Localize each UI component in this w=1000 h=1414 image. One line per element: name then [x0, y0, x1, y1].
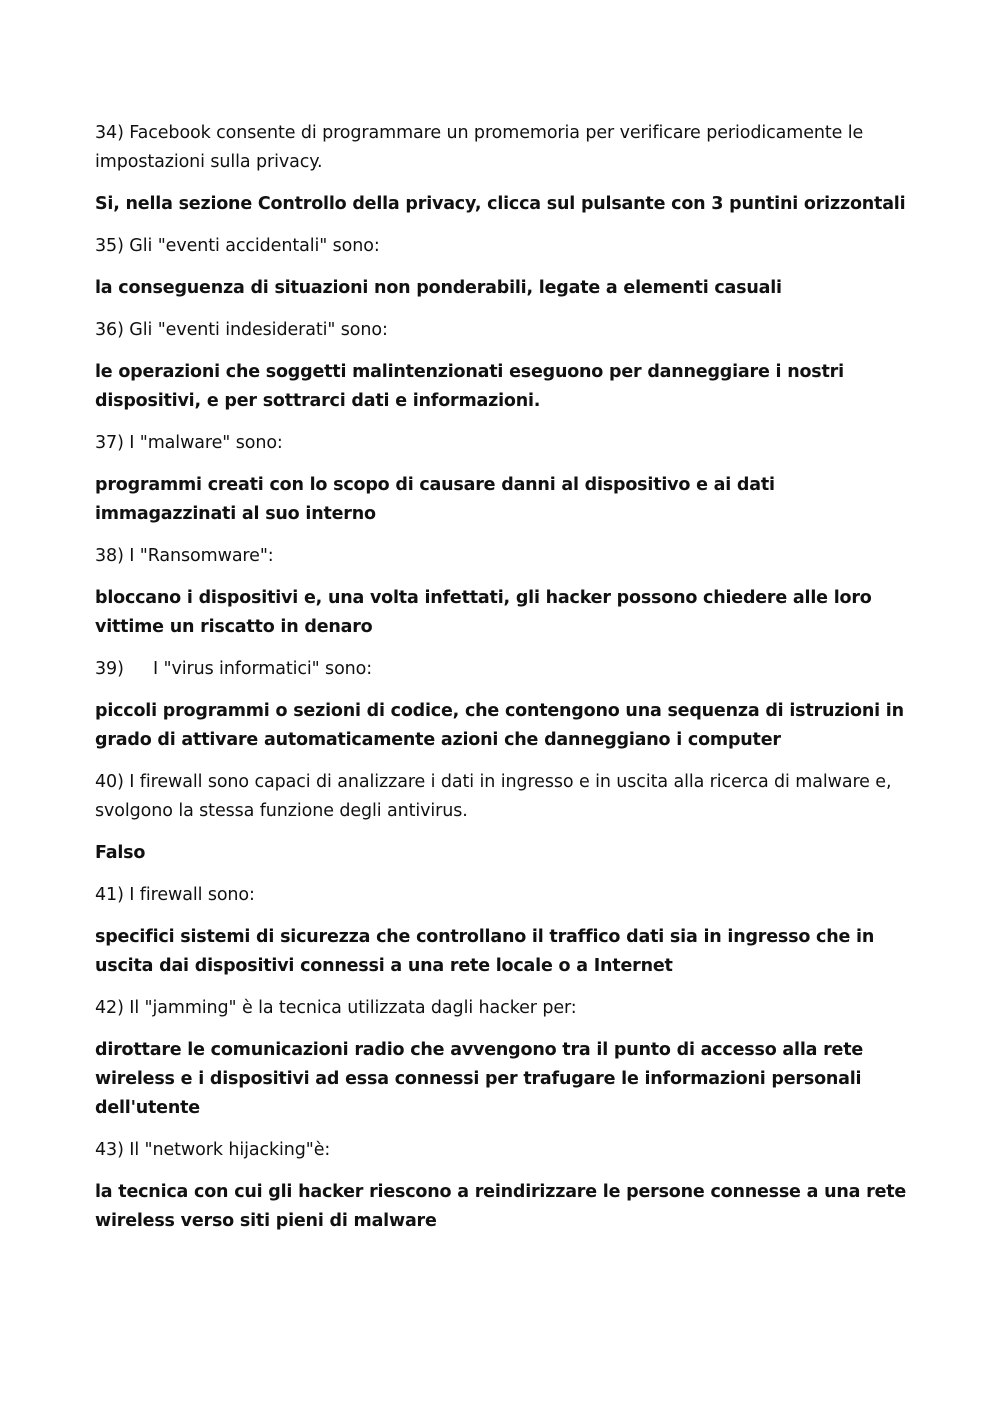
question-text	[95, 232, 910, 261]
question-block-36	[95, 316, 910, 416]
question-label: I firewall sono capaci di analizzare i dati in ingresso e in uscita alla ricerca di malware e, svolgono la stessa funzione degli antivirus.	[95, 772, 892, 821]
question-number: 39)	[95, 659, 124, 679]
question-label: I "malware" sono:	[129, 433, 283, 453]
question-number: 43)	[95, 1140, 124, 1160]
answer-text: piccoli programmi o sezioni di codice, che contengono una sequenza di istruzioni in grado di attivare automaticamente azioni che danneggiano i computer	[95, 701, 904, 750]
question-text	[95, 542, 910, 571]
question-block-38	[95, 542, 910, 642]
question-text	[95, 119, 910, 177]
question-number: 40)	[95, 772, 124, 792]
question-number: 36)	[95, 320, 124, 340]
question-label: Facebook consente di programmare un promemoria per verificare periodicamente le impostazioni sulla privacy.	[95, 123, 864, 172]
question-text	[95, 1136, 910, 1165]
question-label: I firewall sono:	[129, 885, 255, 905]
question-text	[95, 768, 910, 826]
question-number: 41)	[95, 885, 124, 905]
question-block-41	[95, 881, 910, 981]
answer-text: dirottare le comunicazioni radio che avvengono tra il punto di accesso alla rete wireless e i dispositivi ad essa connessi per trafugare le informazioni personali dell'utente	[95, 1040, 864, 1118]
question-text	[95, 881, 910, 910]
question-block-42	[95, 994, 910, 1123]
answer-text: Si, nella sezione Controllo della privacy, clicca sul pulsante con 3 puntini orizzontali	[95, 194, 906, 214]
question-block-35	[95, 232, 910, 303]
question-text	[95, 655, 910, 684]
answer-text: le operazioni che soggetti malintenzionati eseguono per danneggiare i nostri dispositivi, e per sottrarci dati e informazioni.	[95, 362, 844, 411]
answer-text: Falso	[95, 843, 146, 863]
question-number: 35)	[95, 236, 124, 256]
answer-text: bloccano i dispositivi e, una volta infettati, gli hacker possono chiedere alle loro vittime un riscatto in denaro	[95, 588, 872, 637]
question-label: I "virus informatici" sono:	[153, 659, 373, 679]
question-block-34	[95, 119, 910, 219]
question-number: 42)	[95, 998, 124, 1018]
question-text	[95, 316, 910, 345]
question-label: Gli "eventi accidentali" sono:	[129, 236, 380, 256]
document-page	[95, 119, 910, 1249]
question-label: Gli "eventi indesiderati" sono:	[129, 320, 388, 340]
answer-text: specifici sistemi di sicurezza che controllano il traffico dati sia in ingresso che in uscita dai dispositivi connessi a una rete locale o a Internet	[95, 927, 875, 976]
question-block-43	[95, 1136, 910, 1236]
question-number: 34)	[95, 123, 124, 143]
question-text	[95, 994, 910, 1023]
answer-text: programmi creati con lo scopo di causare danni al dispositivo e ai dati immagazzinati al suo interno	[95, 475, 775, 524]
question-block-37	[95, 429, 910, 529]
question-block-40	[95, 768, 910, 868]
question-label: Il "network hijacking"è:	[129, 1140, 331, 1160]
question-label: I "Ransomware":	[129, 546, 274, 566]
question-block-39	[95, 655, 910, 755]
answer-text: la tecnica con cui gli hacker riescono a reindirizzare le persone connesse a una rete wireless verso siti pieni di malware	[95, 1182, 907, 1231]
answer-text: la conseguenza di situazioni non ponderabili, legate a elementi casuali	[95, 278, 782, 298]
question-number: 37)	[95, 433, 124, 453]
question-number: 38)	[95, 546, 124, 566]
question-text	[95, 429, 910, 458]
question-label: Il "jamming" è la tecnica utilizzata dagli hacker per:	[129, 998, 577, 1018]
